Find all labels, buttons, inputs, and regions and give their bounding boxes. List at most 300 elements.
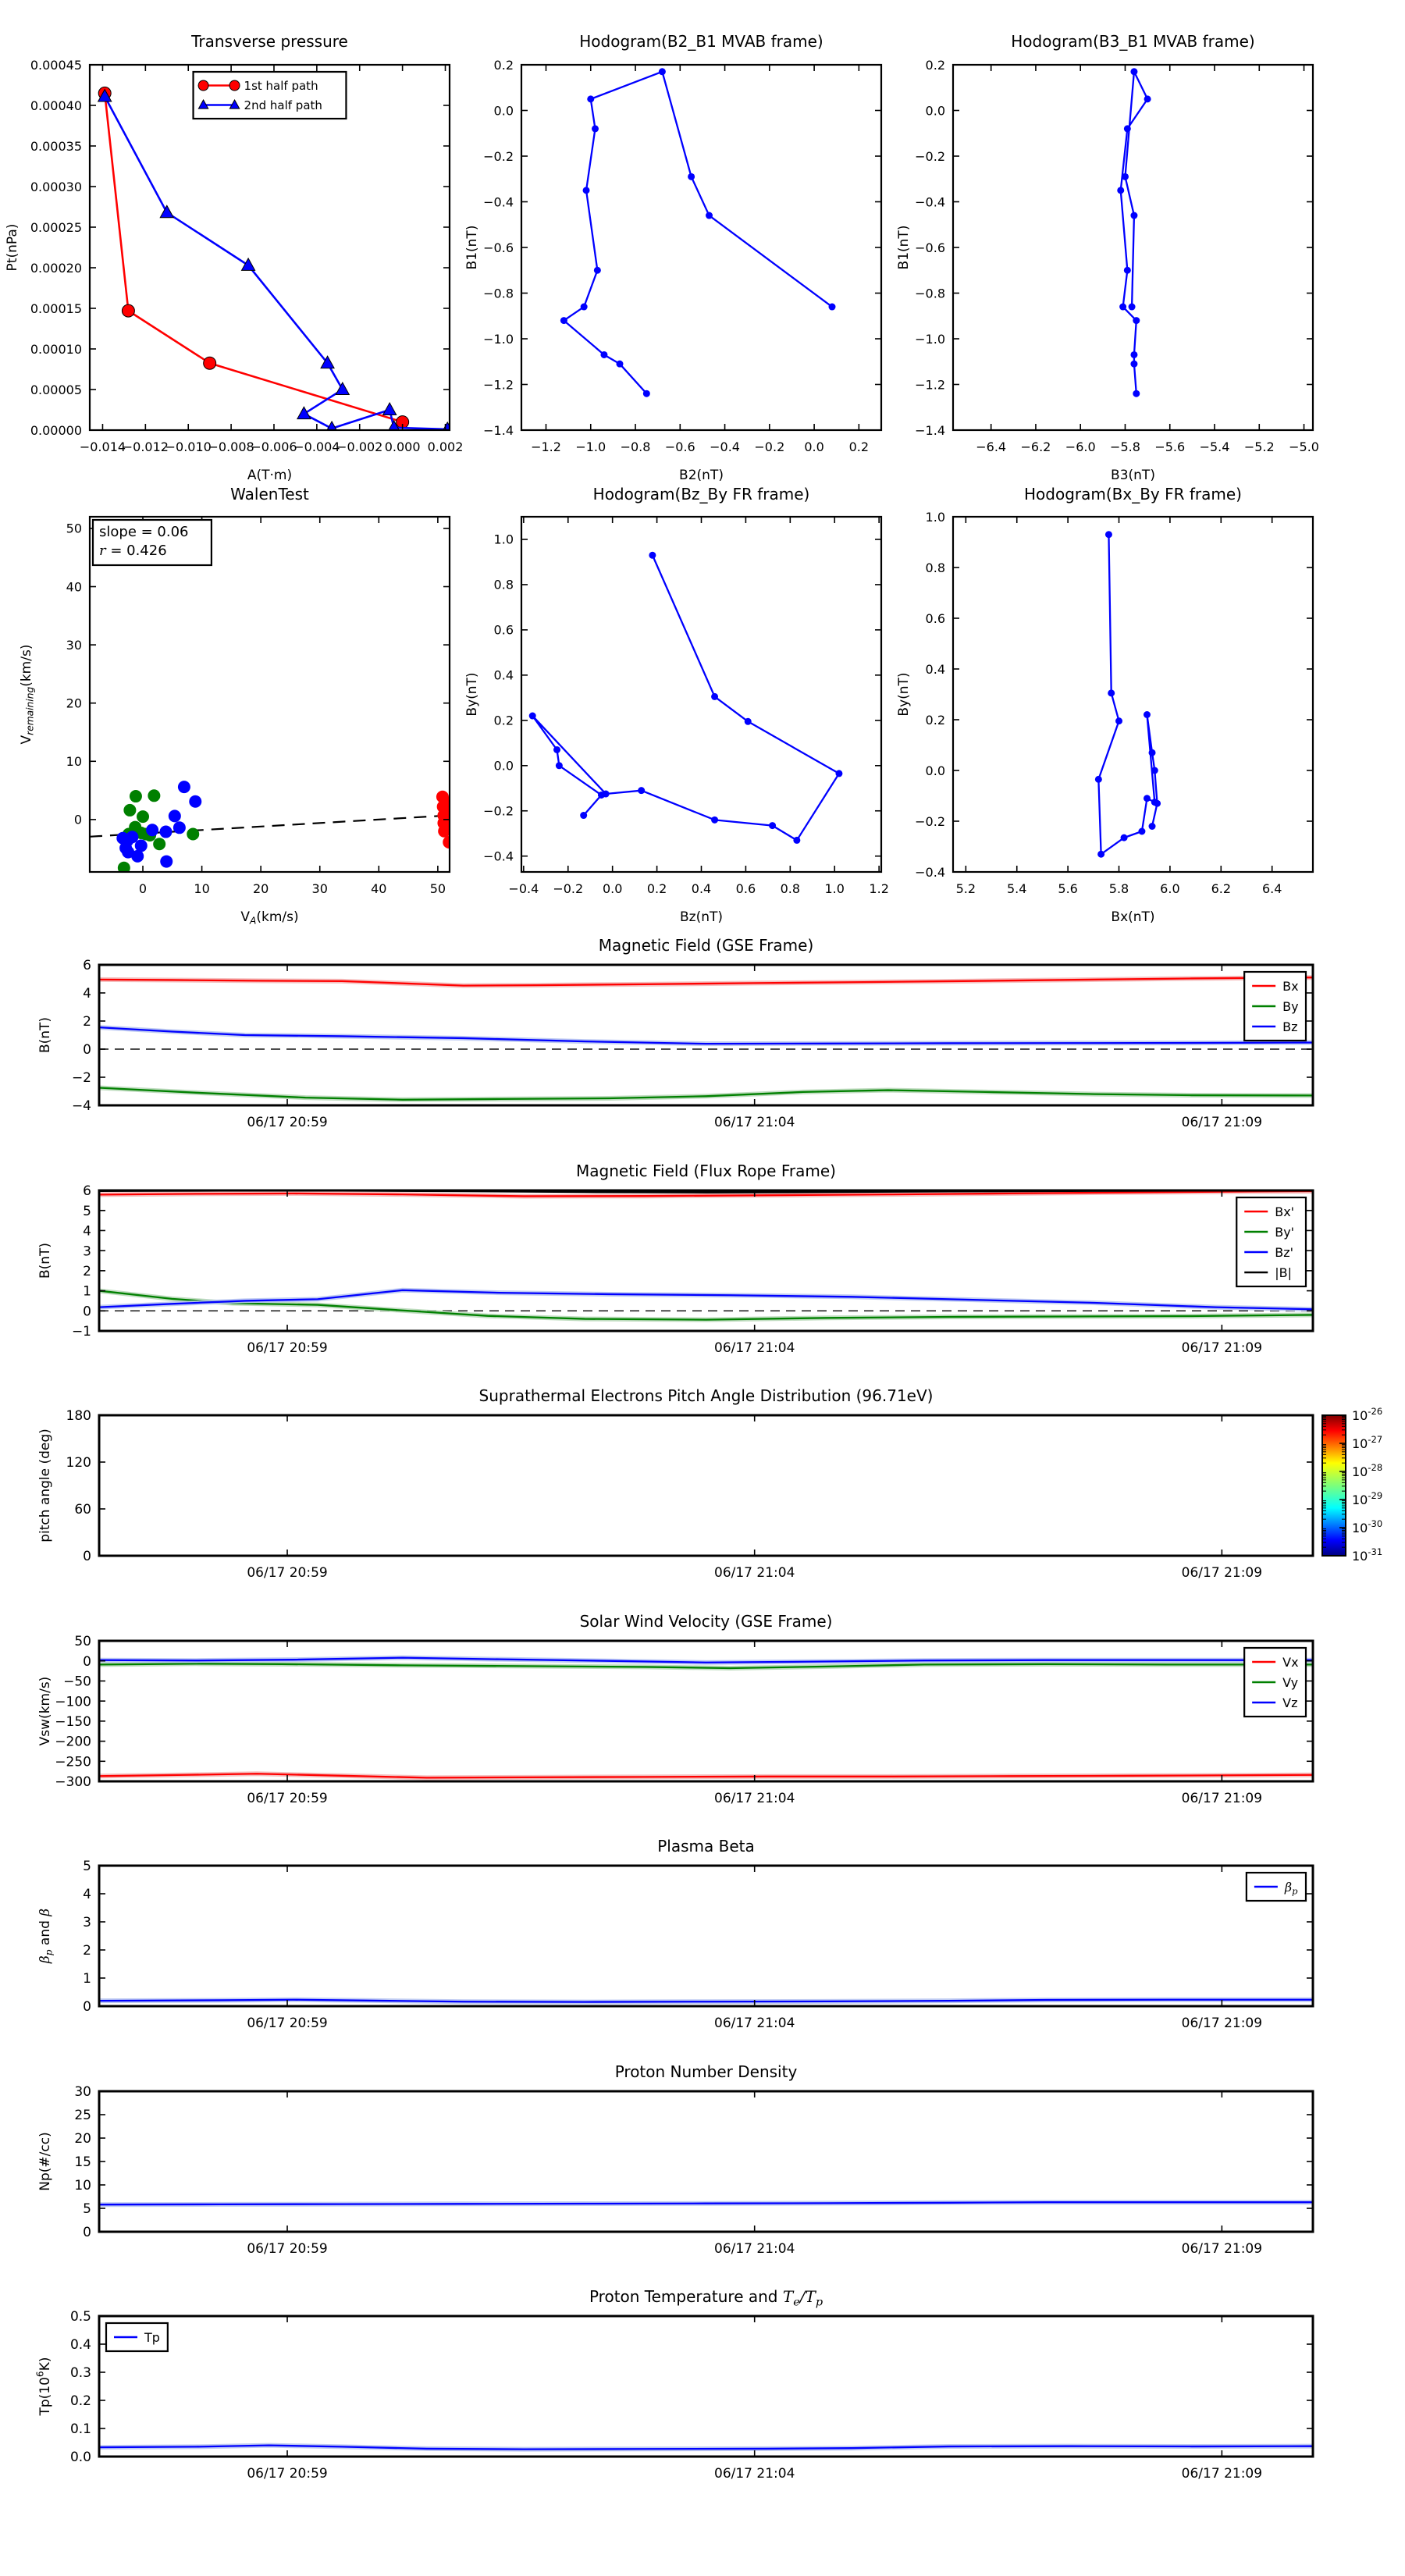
dot-marker bbox=[123, 804, 136, 817]
x-tick-label: −0.2 bbox=[754, 439, 785, 454]
x-tick-label: 06/17 20:59 bbox=[247, 1340, 328, 1356]
y-tick-label: 0.0 bbox=[925, 103, 945, 119]
circle-marker bbox=[229, 80, 240, 91]
dot-marker bbox=[159, 826, 172, 838]
y-axis-label: Np(#/cc) bbox=[37, 2132, 53, 2191]
colorbar-tick-label: $10^{-31}$ bbox=[1352, 1546, 1383, 1564]
legend-entry-label: Bz bbox=[1282, 1019, 1298, 1034]
y-tick-label: −50 bbox=[63, 1674, 91, 1690]
legend bbox=[1244, 1648, 1306, 1717]
y-tick-label: 0.2 bbox=[493, 713, 514, 728]
y-tick-label: 0.5 bbox=[69, 2309, 91, 2325]
panel-title: Proton Temperature and $T_e/T_p$ bbox=[589, 2287, 823, 2309]
y-tick-label: 0.8 bbox=[925, 560, 945, 575]
x-tick-label: 06/17 21:04 bbox=[714, 1565, 795, 1581]
y-tick-label: −1.0 bbox=[483, 331, 514, 347]
panel-plasma-beta bbox=[37, 1837, 1313, 2031]
y-tick-label: 0 bbox=[83, 1999, 91, 2016]
panel-title: Transverse pressure bbox=[191, 32, 348, 51]
dot-marker bbox=[1149, 749, 1156, 756]
dot-marker bbox=[769, 822, 776, 829]
dot-marker bbox=[711, 817, 718, 824]
x-tick-label: 0.2 bbox=[848, 439, 870, 454]
dot-marker bbox=[1097, 851, 1104, 858]
x-tick-label: 40 bbox=[371, 881, 387, 896]
panel-proton-density bbox=[37, 2062, 1313, 2257]
y-tick-label: 0.00010 bbox=[30, 341, 82, 357]
x-tick-label: −0.008 bbox=[208, 439, 254, 454]
y-tick-label: 50 bbox=[74, 1634, 91, 1650]
y-axis-label: By(nT) bbox=[464, 672, 480, 717]
dot-marker bbox=[178, 781, 190, 793]
dot-marker bbox=[1144, 795, 1151, 802]
dot-marker bbox=[529, 713, 536, 720]
axes-background bbox=[99, 2316, 1313, 2457]
x-tick-label: 06/17 21:09 bbox=[1181, 1340, 1263, 1356]
x-tick-label: 6.0 bbox=[1160, 881, 1180, 896]
dot-marker bbox=[1115, 717, 1122, 724]
y-tick-label: 10 bbox=[74, 2178, 91, 2194]
dot-marker bbox=[1121, 834, 1128, 841]
circle-marker bbox=[204, 357, 216, 369]
y-tick-label: 0 bbox=[83, 1549, 91, 1565]
dot-marker bbox=[1130, 351, 1137, 358]
axes-background bbox=[953, 517, 1313, 872]
y-tick-label: −200 bbox=[55, 1734, 91, 1750]
y-tick-label: 15 bbox=[74, 2154, 91, 2171]
panel-walen-test bbox=[19, 485, 455, 927]
panel-title: Proton Number Density bbox=[614, 2062, 798, 2081]
y-tick-label: 0.0 bbox=[493, 103, 514, 119]
dot-marker bbox=[1130, 212, 1137, 219]
y-axis-label: Vsw(km/s) bbox=[37, 1676, 53, 1746]
x-axis-label: $V_A(km/s)$ bbox=[240, 909, 299, 927]
x-tick-label: −5.2 bbox=[1243, 439, 1275, 454]
dot-marker bbox=[649, 552, 656, 559]
y-tick-label: −150 bbox=[55, 1713, 91, 1730]
dot-marker bbox=[556, 762, 563, 769]
x-axis-label: Bz(nT) bbox=[679, 909, 724, 925]
legend-entry-label: Vz bbox=[1282, 1695, 1298, 1710]
dot-marker bbox=[189, 795, 201, 808]
dot-marker bbox=[1133, 317, 1140, 324]
dot-marker bbox=[1095, 776, 1102, 783]
y-tick-label: −0.2 bbox=[483, 803, 514, 819]
x-tick-label: 6.2 bbox=[1211, 881, 1232, 896]
x-tick-label: −0.006 bbox=[251, 439, 297, 454]
y-tick-label: 180 bbox=[66, 1408, 91, 1425]
x-tick-label: −0.8 bbox=[620, 439, 651, 454]
y-tick-label: 0.2 bbox=[925, 57, 945, 73]
dot-marker bbox=[1133, 390, 1140, 397]
legend-entry-label: Bx' bbox=[1275, 1204, 1295, 1219]
circle-marker bbox=[198, 80, 208, 91]
dot-marker bbox=[616, 361, 623, 368]
panel-vsw bbox=[37, 1612, 1313, 1806]
y-tick-label: 0.00005 bbox=[30, 382, 82, 397]
x-tick-label: −5.0 bbox=[1289, 439, 1319, 454]
y-tick-label: 30 bbox=[74, 2084, 91, 2101]
dot-marker bbox=[600, 351, 607, 358]
y-tick-label: 4 bbox=[83, 1223, 91, 1240]
legend bbox=[1247, 1873, 1306, 1901]
x-axis-label: Bx(nT) bbox=[1111, 909, 1155, 925]
panel-title: WalenTest bbox=[230, 485, 309, 503]
y-tick-label: 5 bbox=[83, 1203, 91, 1219]
y-tick-label: −0.2 bbox=[915, 148, 945, 164]
x-tick-label: −0.4 bbox=[710, 439, 740, 454]
series-group bbox=[99, 2202, 1313, 2204]
colorbar-tick-label: $10^{-26}$ bbox=[1352, 1405, 1383, 1423]
dot-marker bbox=[587, 95, 594, 102]
y-tick-label: 0.1 bbox=[69, 2421, 91, 2438]
y-tick-label: 3 bbox=[83, 1915, 91, 1931]
dot-marker bbox=[1129, 304, 1136, 311]
x-axis-label: B3(nT) bbox=[1111, 468, 1155, 483]
panel-title: Solar Wind Velocity (GSE Frame) bbox=[579, 1612, 833, 1631]
legend-entry-label: By bbox=[1282, 998, 1299, 1014]
colorbar-tick-label: $10^{-28}$ bbox=[1352, 1461, 1383, 1479]
y-tick-label: 0.0 bbox=[69, 2450, 91, 2466]
x-tick-label: 06/17 21:04 bbox=[714, 2466, 795, 2482]
y-tick-label: 1 bbox=[83, 1283, 91, 1300]
y-tick-label: 10 bbox=[66, 754, 82, 770]
y-tick-label: 0 bbox=[83, 2225, 91, 2241]
x-tick-label: 06/17 20:59 bbox=[247, 2016, 328, 2031]
axes-background bbox=[521, 65, 881, 430]
y-tick-label: 0.6 bbox=[493, 622, 514, 638]
y-tick-label: −0.8 bbox=[915, 286, 945, 301]
y-axis-label: B(nT) bbox=[37, 1242, 53, 1279]
x-tick-label: 5.8 bbox=[1108, 881, 1129, 896]
legend-entry-label: Bz' bbox=[1275, 1244, 1294, 1260]
x-tick-label: −6.2 bbox=[1020, 439, 1051, 454]
x-tick-label: −0.012 bbox=[122, 439, 169, 454]
y-tick-label: −1.2 bbox=[483, 377, 514, 393]
x-tick-label: 06/17 21:09 bbox=[1181, 2016, 1263, 2031]
panel-proton-temperature bbox=[34, 2287, 1313, 2482]
panel-pitch-angle bbox=[37, 1386, 1382, 1581]
y-tick-label: 0.00020 bbox=[30, 260, 82, 276]
y-tick-label: −0.4 bbox=[915, 864, 945, 880]
panel-hodogram-b2-b1 bbox=[464, 32, 881, 483]
y-tick-label: 0.4 bbox=[925, 661, 945, 677]
dot-marker bbox=[1144, 711, 1151, 718]
panel-title: Hodogram(B2_B1 MVAB frame) bbox=[579, 32, 823, 51]
y-tick-label: 0.00035 bbox=[30, 138, 82, 154]
x-tick-label: 5.6 bbox=[1058, 881, 1078, 896]
y-tick-label: 6 bbox=[83, 958, 91, 974]
legend bbox=[1236, 1197, 1306, 1286]
y-tick-label: −0.6 bbox=[915, 240, 945, 255]
dot-marker bbox=[137, 810, 149, 823]
legend-entry-label: Tp bbox=[144, 2329, 160, 2345]
dot-marker bbox=[745, 718, 752, 725]
x-tick-label: 20 bbox=[252, 881, 269, 896]
y-tick-label: 40 bbox=[66, 579, 82, 595]
y-axis-label: $Tp(10^6K)$ bbox=[34, 2357, 53, 2416]
x-tick-label: −5.8 bbox=[1110, 439, 1140, 454]
dot-marker bbox=[643, 390, 650, 397]
dot-marker bbox=[173, 821, 186, 834]
y-tick-label: 0.00000 bbox=[30, 422, 82, 438]
x-tick-label: 5.2 bbox=[955, 881, 976, 896]
dot-marker bbox=[1149, 823, 1156, 830]
y-tick-label: −4 bbox=[71, 1098, 91, 1115]
dot-marker bbox=[1122, 173, 1129, 180]
legend-entry-label: Vx bbox=[1282, 1654, 1299, 1670]
y-axis-label: $V_{remaining}(km/s)$ bbox=[19, 644, 36, 745]
y-tick-label: 0.00025 bbox=[30, 219, 82, 235]
y-tick-label: 0.0 bbox=[493, 758, 514, 774]
dot-marker bbox=[706, 212, 713, 219]
x-tick-label: 06/17 20:59 bbox=[247, 1565, 328, 1581]
x-tick-label: 06/17 21:04 bbox=[714, 2241, 795, 2257]
dot-marker bbox=[638, 787, 645, 794]
y-tick-label: 0.00030 bbox=[30, 179, 82, 194]
dot-marker bbox=[553, 746, 560, 753]
y-tick-label: 0.2 bbox=[69, 2393, 91, 2410]
x-tick-label: 06/17 20:59 bbox=[247, 1791, 328, 1806]
dot-marker bbox=[160, 856, 173, 868]
x-tick-label: 0.4 bbox=[691, 881, 712, 896]
dot-marker bbox=[711, 693, 718, 700]
y-tick-label: 0 bbox=[83, 1304, 91, 1320]
y-tick-label: −300 bbox=[55, 1774, 91, 1791]
dot-marker bbox=[560, 317, 567, 324]
panel-hodogram-bz-by bbox=[464, 485, 889, 925]
dot-marker bbox=[1144, 95, 1151, 102]
x-tick-label: 06/17 21:09 bbox=[1181, 1565, 1263, 1581]
y-tick-label: −1 bbox=[71, 1324, 91, 1340]
x-tick-label: 0.6 bbox=[735, 881, 756, 896]
axes-background bbox=[99, 1415, 1313, 1556]
dot-marker bbox=[1108, 689, 1115, 696]
dot-marker bbox=[829, 304, 836, 311]
x-tick-label: −6.0 bbox=[1065, 439, 1096, 454]
y-tick-label: −0.2 bbox=[915, 813, 945, 829]
y-tick-label: −1.4 bbox=[915, 422, 945, 438]
x-tick-label: 06/17 21:04 bbox=[714, 1340, 795, 1356]
dot-marker bbox=[580, 812, 587, 819]
x-tick-label: 30 bbox=[311, 881, 328, 896]
dot-marker bbox=[116, 832, 129, 845]
y-tick-label: −1.0 bbox=[915, 331, 945, 347]
dot-marker bbox=[1124, 267, 1131, 274]
y-tick-label: 0 bbox=[83, 1042, 91, 1059]
dot-marker bbox=[131, 850, 144, 863]
y-tick-label: −0.2 bbox=[483, 148, 514, 164]
x-tick-label: 0.0 bbox=[804, 439, 824, 454]
x-tick-label: −0.2 bbox=[553, 881, 584, 896]
y-axis-label: B1(nT) bbox=[896, 225, 912, 270]
legend-entry-label: Bx bbox=[1282, 978, 1299, 994]
y-tick-label: 60 bbox=[74, 1502, 91, 1518]
x-tick-label: 50 bbox=[429, 881, 446, 896]
colorbar-tick-label: $10^{-29}$ bbox=[1352, 1489, 1383, 1507]
series-group bbox=[99, 2000, 1313, 2002]
y-tick-label: 1 bbox=[83, 1971, 91, 1987]
colorbar-tick-label: $10^{-27}$ bbox=[1352, 1433, 1383, 1451]
dot-marker bbox=[1119, 304, 1126, 311]
x-tick-label: 0.000 bbox=[384, 439, 421, 454]
dot-marker bbox=[793, 837, 800, 844]
panel-title: Plasma Beta bbox=[657, 1837, 755, 1856]
y-tick-label: 5 bbox=[83, 1859, 91, 1875]
dot-marker bbox=[659, 68, 666, 75]
y-tick-label: 0.00040 bbox=[30, 98, 82, 113]
axes-background bbox=[99, 2091, 1313, 2232]
x-tick-label: 06/17 20:59 bbox=[247, 1115, 328, 1130]
y-tick-label: 1.0 bbox=[493, 532, 514, 547]
y-tick-label: 0.3 bbox=[69, 2365, 91, 2382]
dot-marker bbox=[688, 173, 695, 180]
dot-marker bbox=[148, 789, 160, 802]
x-tick-label: 06/17 21:09 bbox=[1181, 2466, 1263, 2482]
y-tick-label: 20 bbox=[74, 2131, 91, 2147]
panel-hodogram-b3-b1 bbox=[896, 32, 1319, 483]
y-tick-label: 50 bbox=[66, 521, 82, 536]
x-tick-label: 5.4 bbox=[1007, 881, 1027, 896]
x-tick-label: 06/17 21:09 bbox=[1181, 1115, 1263, 1130]
y-tick-label: 0.2 bbox=[925, 712, 945, 728]
dot-marker bbox=[835, 770, 842, 777]
dot-marker bbox=[1138, 828, 1145, 835]
y-tick-label: 0.00045 bbox=[30, 57, 82, 73]
y-tick-label: −0.6 bbox=[483, 240, 514, 255]
y-axis-label: By(nT) bbox=[896, 672, 912, 717]
x-tick-label: 06/17 21:09 bbox=[1181, 1791, 1263, 1806]
y-tick-label: 2 bbox=[83, 1943, 91, 1959]
dot-marker bbox=[153, 838, 165, 850]
x-tick-label: −0.4 bbox=[508, 881, 539, 896]
y-tick-label: 1.0 bbox=[925, 509, 945, 525]
x-tick-label: 1.2 bbox=[869, 881, 889, 896]
colorbar bbox=[1322, 1406, 1382, 1564]
y-axis-label: B1(nT) bbox=[464, 225, 480, 270]
x-tick-label: 0.8 bbox=[780, 881, 801, 896]
dot-marker bbox=[438, 825, 450, 838]
dot-marker bbox=[583, 187, 590, 194]
x-tick-label: −0.002 bbox=[336, 439, 383, 454]
legend-entry-label: |B| bbox=[1275, 1265, 1293, 1280]
y-tick-label: 0.00015 bbox=[30, 301, 82, 316]
panel-title: Magnetic Field (GSE Frame) bbox=[598, 936, 814, 955]
y-tick-label: 3 bbox=[83, 1244, 91, 1260]
y-tick-label: 0.8 bbox=[493, 577, 514, 592]
dot-marker bbox=[1130, 361, 1137, 368]
y-tick-label: 30 bbox=[66, 637, 82, 653]
annotation-box bbox=[93, 520, 212, 565]
dot-marker bbox=[1117, 187, 1124, 194]
legend-entry-label: By' bbox=[1275, 1224, 1295, 1240]
y-axis-label: pitch angle (deg) bbox=[37, 1429, 53, 1542]
dot-marker bbox=[1130, 68, 1137, 75]
y-tick-label: 5 bbox=[83, 2201, 91, 2218]
y-tick-label: −0.4 bbox=[483, 849, 514, 864]
circle-marker bbox=[122, 304, 134, 317]
dot-marker bbox=[1154, 800, 1161, 807]
y-tick-label: 0.6 bbox=[925, 610, 945, 626]
y-tick-label: 6 bbox=[83, 1183, 91, 1200]
y-tick-label: 0.0 bbox=[925, 763, 945, 778]
dot-marker bbox=[598, 792, 605, 799]
dot-marker bbox=[169, 809, 181, 822]
y-axis-label: $\beta_p$ and β bbox=[37, 1908, 55, 1964]
y-tick-label: 0 bbox=[83, 1653, 91, 1670]
y-tick-label: 0.4 bbox=[69, 2337, 91, 2354]
dot-marker bbox=[146, 824, 158, 836]
dot-marker bbox=[130, 790, 142, 802]
y-axis-label: B(nT) bbox=[37, 1016, 53, 1054]
y-tick-label: 4 bbox=[83, 986, 91, 1002]
dot-marker bbox=[594, 267, 601, 274]
dot-marker bbox=[592, 125, 599, 132]
legend bbox=[1244, 972, 1306, 1041]
x-tick-label: 06/17 21:04 bbox=[714, 1791, 795, 1806]
annotation-line: slope = 0.06 bbox=[99, 524, 189, 540]
panel-title: Hodogram(Bz_By FR frame) bbox=[592, 485, 810, 503]
x-tick-label: 06/17 21:04 bbox=[714, 2016, 795, 2031]
y-tick-label: −2 bbox=[71, 1070, 91, 1087]
colorbar-tick-label: $10^{-30}$ bbox=[1352, 1517, 1383, 1535]
y-tick-label: 120 bbox=[66, 1455, 91, 1471]
x-tick-label: −0.6 bbox=[664, 439, 695, 454]
panel-mag-gse bbox=[37, 936, 1313, 1130]
x-tick-label: 10 bbox=[194, 881, 210, 896]
legend-entry-label: 2nd half path bbox=[244, 98, 322, 112]
x-axis-label: A(T·m) bbox=[247, 468, 293, 483]
panel-mag-fr bbox=[37, 1162, 1313, 1356]
axes-background bbox=[90, 65, 450, 430]
y-tick-label: −0.8 bbox=[483, 286, 514, 301]
y-tick-label: 4 bbox=[83, 1887, 91, 1903]
legend bbox=[106, 2323, 168, 2351]
x-tick-label: −0.004 bbox=[293, 439, 340, 454]
y-tick-label: 2 bbox=[83, 1263, 91, 1279]
dot-marker bbox=[1151, 767, 1158, 774]
x-tick-label: 06/17 21:09 bbox=[1181, 2241, 1263, 2257]
dot-marker bbox=[1124, 125, 1131, 132]
y-tick-label: −1.4 bbox=[483, 422, 514, 438]
panel-title: Hodogram(Bx_By FR frame) bbox=[1023, 485, 1243, 503]
y-tick-label: −100 bbox=[55, 1694, 91, 1710]
dot-marker bbox=[581, 304, 588, 311]
x-tick-label: −5.4 bbox=[1199, 439, 1230, 454]
x-tick-label: 0 bbox=[138, 881, 148, 896]
x-tick-label: −1.2 bbox=[531, 439, 561, 454]
x-tick-label: −0.010 bbox=[165, 439, 212, 454]
x-tick-label: −5.6 bbox=[1154, 439, 1186, 454]
x-tick-label: −0.014 bbox=[79, 439, 126, 454]
y-tick-label: 25 bbox=[74, 2108, 91, 2124]
y-tick-label: 0.2 bbox=[493, 57, 514, 73]
x-tick-label: 1.0 bbox=[824, 881, 845, 896]
panel-title: Hodogram(B3_B1 MVAB frame) bbox=[1011, 32, 1255, 51]
x-tick-label: 0.002 bbox=[427, 439, 464, 454]
dot-marker bbox=[187, 828, 199, 841]
y-tick-label: −0.4 bbox=[483, 194, 514, 210]
x-tick-label: 06/17 21:04 bbox=[714, 1115, 795, 1130]
y-tick-label: 2 bbox=[83, 1014, 91, 1030]
dot-marker bbox=[1105, 531, 1112, 538]
x-tick-label: −1.0 bbox=[575, 439, 606, 454]
x-tick-label: 0.0 bbox=[602, 881, 623, 896]
panel-transverse-pressure bbox=[5, 32, 463, 483]
x-tick-label: 06/17 20:59 bbox=[247, 2466, 328, 2482]
x-tick-label: −6.4 bbox=[976, 439, 1007, 454]
panel-hodogram-bx-by bbox=[896, 485, 1313, 925]
